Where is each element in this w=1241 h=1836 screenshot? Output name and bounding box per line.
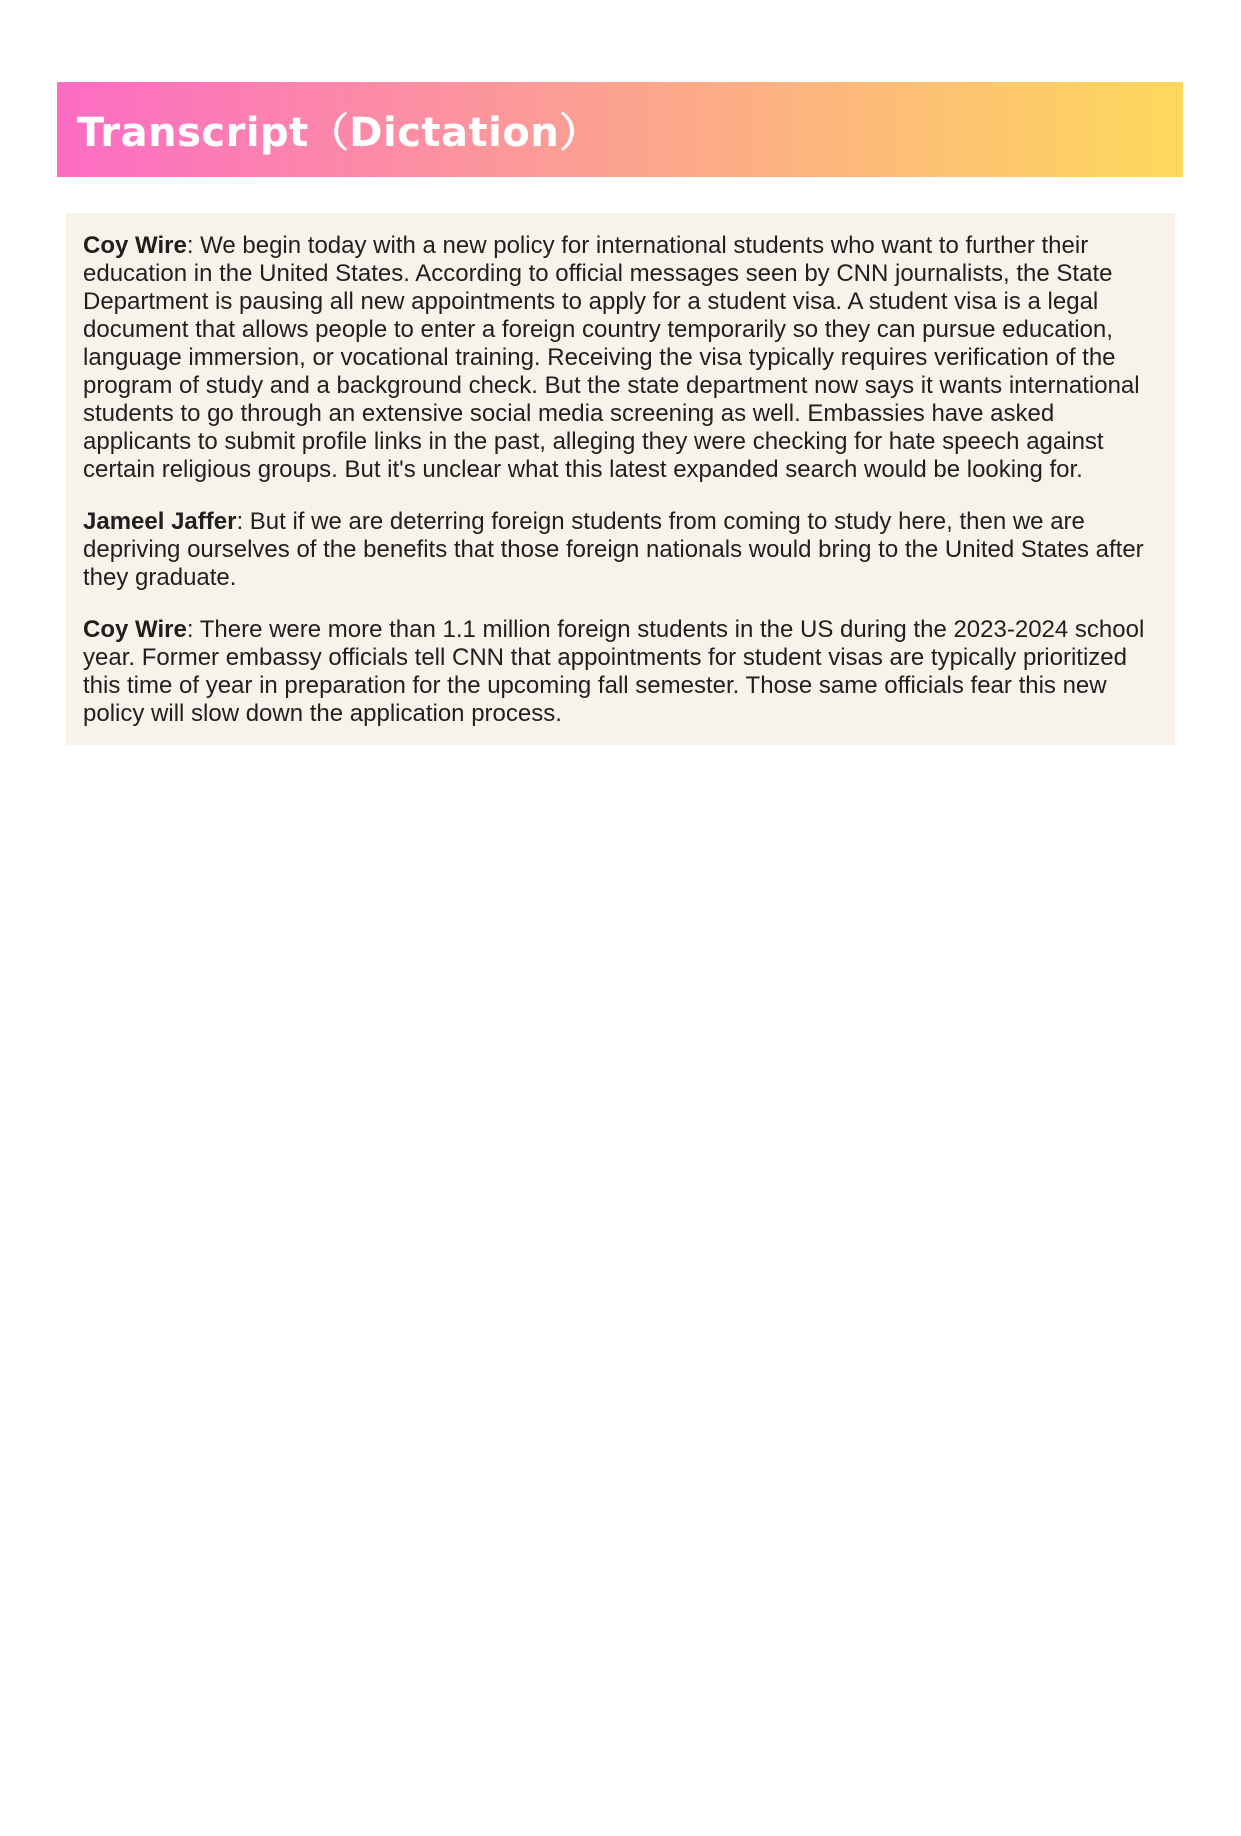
speaker-name: Coy Wire (83, 616, 187, 643)
transcript-paragraph (83, 616, 1159, 728)
speaker-name: Coy Wire (83, 232, 187, 259)
transcript-paragraph (83, 232, 1159, 484)
speaker-name: Jameel Jaffer (83, 508, 237, 535)
paragraph-text: We begin today with a new policy for international students who want to further their education in the United States. According to official messages seen by CNN journalists, the State Department is pausing all new appointments to apply for a student visa. A student visa is a legal document that allows people to enter a foreign country temporarily so they can pursue education, language immersion, or vocational training. Receiving the visa typically requires verification of the program of study and a background check. But the state department now says it wants international students to go through an extensive social media screening as well. Embassies have asked applicants to submit profile links in the past, alleging they were checking for hate speech against certain religious groups. But it's unclear what this latest expanded search would be looking for. (83, 232, 1140, 483)
header-banner (57, 82, 1183, 177)
paragraph-text: But if we are deterring foreign students from coming to study here, then we are depriving ourselves of the benefits that those foreign nationals would bring to the United States after they graduate. (83, 508, 1144, 591)
transcript-card (66, 213, 1175, 745)
speaker-separator: : (186, 616, 200, 643)
page-title: Transcript（Dictation） (77, 110, 600, 156)
speaker-separator: : (186, 232, 201, 259)
speaker-separator: : (236, 508, 250, 535)
page (0, 82, 1241, 1836)
paragraph-text: There were more than 1.1 million foreign students in the US during the 2023-2024 school year. Former embassy officials tell CNN that appointments for student visas are typically prioritized this time of year in preparation for the upcoming fall semester. Those same officials fear this new policy will slow down the application process. (83, 616, 1145, 727)
transcript-paragraph (83, 508, 1159, 592)
